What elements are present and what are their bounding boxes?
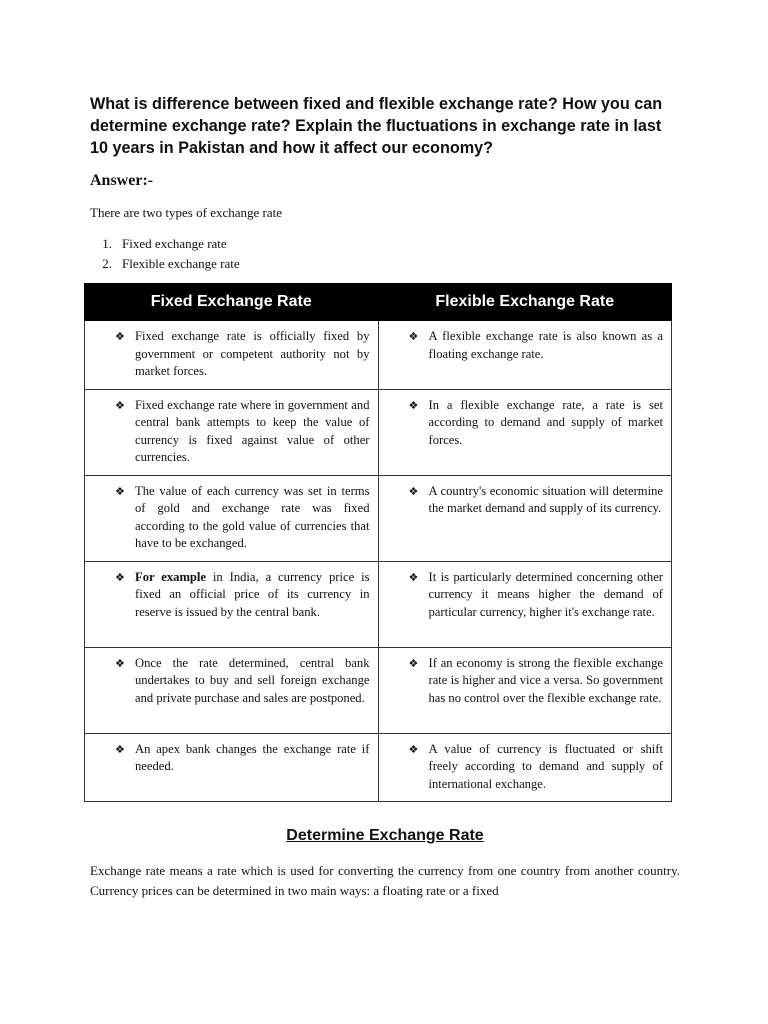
table-row — [85, 647, 672, 733]
table-row — [85, 561, 672, 647]
table-row — [85, 321, 672, 390]
cell-fixed — [85, 561, 379, 647]
answer-label: Answer:- — [90, 172, 154, 189]
exchange-rate-types-list — [90, 234, 240, 274]
diamond-bullet-icon: ❖ — [115, 484, 125, 498]
table-row — [85, 475, 672, 561]
cell-fixed — [85, 321, 379, 390]
intro-text: There are two types of exchange rate — [90, 205, 283, 220]
cell-text: In a flexible exchange rate, a rate is set according to demand and supply of market forces. — [428, 397, 663, 447]
diamond-bullet-icon: ❖ — [408, 656, 419, 670]
section-title — [90, 827, 680, 845]
cell-text: An apex bank changes the exchange rate if needed. — [135, 741, 370, 773]
cell-fixed — [85, 647, 379, 733]
cell-text: Once the rate determined, central bank undertakes to buy and sell foreign exchange and private purchase and sales are postponed. — [135, 655, 370, 705]
diamond-bullet-icon: ❖ — [115, 742, 125, 756]
list-item — [90, 254, 240, 274]
cell-fixed — [85, 389, 379, 475]
body-paragraph: Exchange rate means a rate which is used for converting the currency from one country from another country. Currency prices can be determined in two main ways: a floating rate or a fixed — [90, 863, 680, 898]
table-row — [85, 389, 672, 475]
cell-text: A value of currency is fluctuated or shift freely according to demand and supply of international exchange. — [428, 741, 663, 791]
cell-fixed — [85, 733, 379, 802]
diamond-bullet-icon: ❖ — [408, 570, 419, 584]
cell-text: Fixed exchange rate is officially fixed by government or competent authority not by market forces. — [135, 329, 370, 378]
list-label: Flexible exchange rate — [122, 256, 240, 271]
list-label: Fixed exchange rate — [122, 236, 227, 251]
bold-lead: For example — [135, 569, 207, 584]
cell-flexible — [378, 733, 672, 802]
list-item — [90, 234, 240, 254]
diamond-bullet-icon: ❖ — [115, 398, 125, 412]
diamond-bullet-icon: ❖ — [408, 742, 419, 756]
cell-flexible — [378, 475, 672, 561]
diamond-bullet-icon: ❖ — [115, 656, 125, 670]
diamond-bullet-icon: ❖ — [115, 570, 125, 584]
comparison-table — [84, 283, 672, 802]
cell-fixed — [85, 475, 379, 561]
header-fixed: Fixed Exchange Rate — [85, 284, 379, 321]
question-heading: What is difference between fixed and flexible exchange rate? How you can determine exchange rate? Explain the fluctuations in exchange rate in last 10 years in Pakistan and how it affect our economy? — [90, 95, 663, 157]
header-flexible: Flexible Exchange Rate — [378, 284, 672, 321]
cell-text-rest: in India, a currency price is fixed an official price of its currency in reserve is issued by the central bank. — [135, 569, 370, 619]
cell-text: It is particularly determined concerning other currency it means higher the demand of particular currency, higher it's exchange rate. — [428, 569, 663, 619]
cell-text — [115, 569, 370, 622]
cell-text: If an economy is strong the flexible exchange rate is higher and vice a versa. So government has no control over the flexible exchange rate. — [428, 655, 663, 705]
cell-flexible — [378, 561, 672, 647]
list-number: 1. — [102, 236, 112, 251]
diamond-bullet-icon: ❖ — [408, 330, 419, 343]
table-row — [85, 733, 672, 802]
cell-flexible — [378, 647, 672, 733]
comparison-table-wrapper — [84, 283, 672, 802]
cell-flexible — [378, 321, 672, 390]
cell-text: The value of each currency was set in terms of gold and exchange rate was fixed according to the gold value of currencies that have to be exchanged. — [135, 483, 370, 550]
diamond-bullet-icon: ❖ — [115, 330, 125, 343]
table-header-row — [85, 284, 672, 321]
diamond-bullet-icon: ❖ — [408, 398, 419, 412]
section-title-text: Determine Exchange Rate — [286, 827, 484, 844]
cell-text: A country's economic situation will determine the market demand and supply of its currency. — [428, 483, 663, 515]
diamond-bullet-icon: ❖ — [408, 484, 419, 498]
list-number: 2. — [102, 256, 112, 271]
cell-flexible — [378, 389, 672, 475]
cell-text: Fixed exchange rate where in government and central bank attempts to keep the value of currency is fixed against value of other currencies. — [135, 397, 370, 464]
cell-text: A flexible exchange rate is also known as a floating exchange rate. — [428, 329, 663, 361]
